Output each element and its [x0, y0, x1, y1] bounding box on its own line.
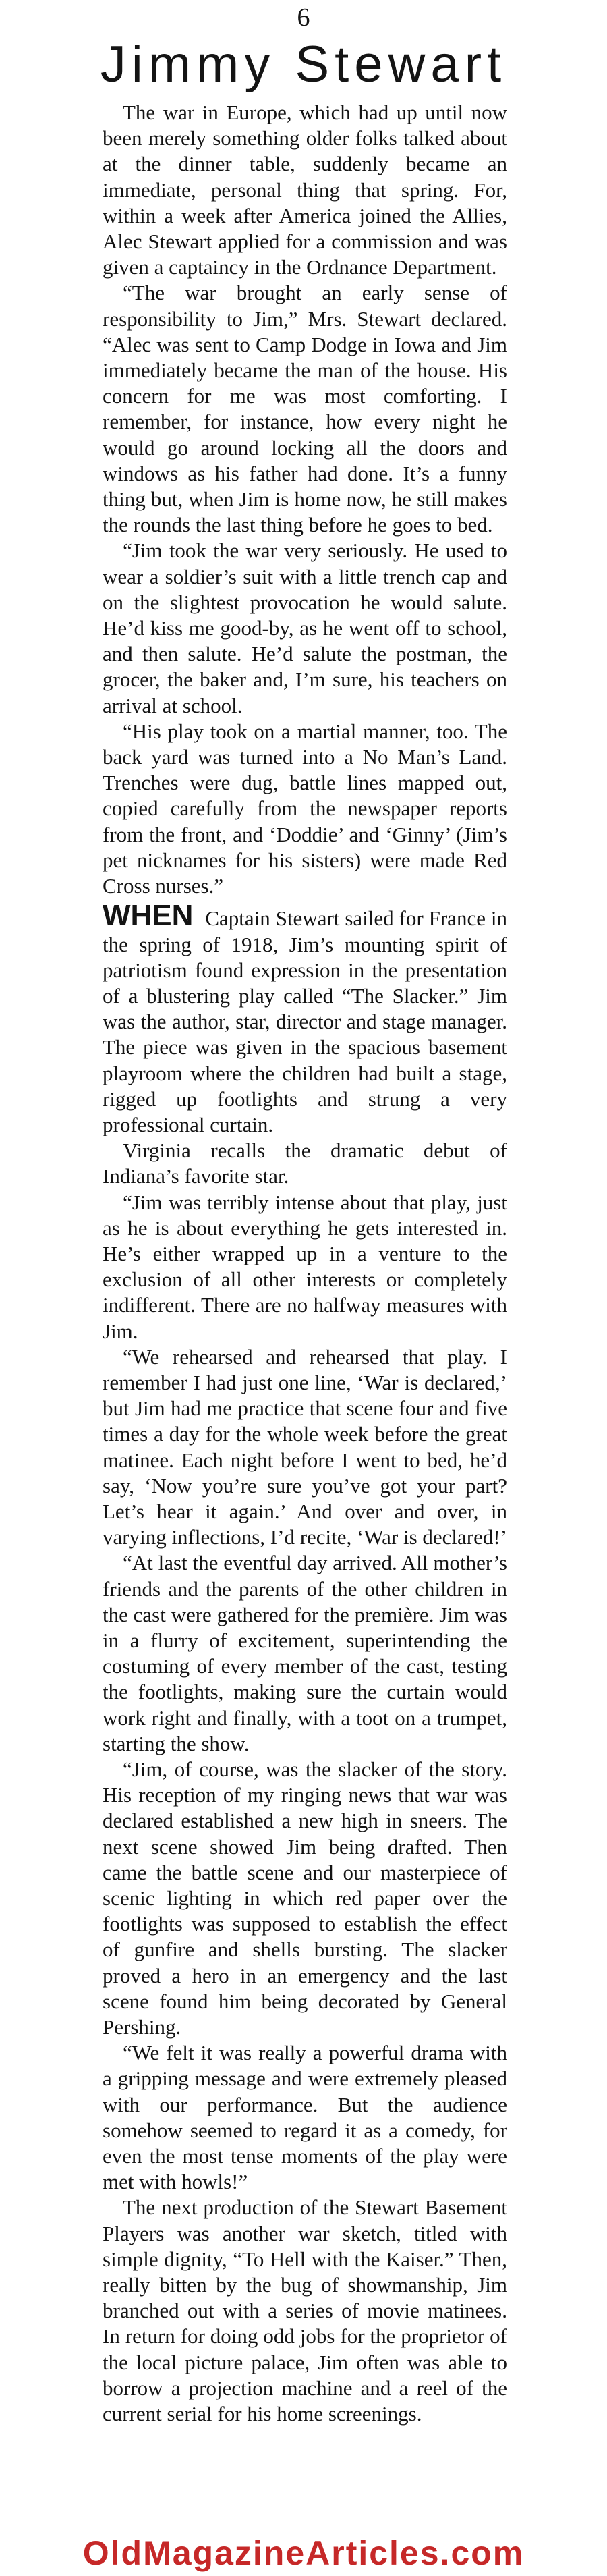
paragraph: “We felt it was really a powerful drama with a gripping message and were extremely pleased with our performance. But the audience somehow seemed to regard it as a comedy, for even the most tense moments of the play were met with howls!”: [103, 2041, 507, 2194]
paragraph: The next production of the Stewart Basement Players was another war sketch, titled with simple dignity, “To Hell with the Kaiser.” Then, really bitten by the bug of showmanship, Jim branched out with a series of movie matinees. In return for doing odd jobs for the proprietor of the local picture palace, Jim often was able to borrow a projection machine and a reel of the current serial for his home screenings.: [103, 2195, 507, 2426]
section-opening-text: Captain Stewart sailed for France in the spring of 1918, Jim’s mounting spirit of patriotism found expression in the presentation of a blustering play called “The Slacker.” Jim was the author, star, director and stage manager. The piece was given in the spacious basement playroom where the children had built a stage, rigged up footlights and strung a very professional curtain.: [103, 906, 507, 1136]
paragraph: “Jim, of course, was the slacker of the story. His reception of my ringing news that war was declared established a new high in sneers. The next scene showed Jim being drafted. Then came the battle scene and our masterpiece of scenic lighting in which red paper over the footlights was supposed to establish the effect of gunfire and shells bursting. The slacker proved a hero in an emergency and the last scene found him being decorated by General Pershing.: [103, 1757, 507, 2039]
paragraph: Virginia recalls the dramatic debut of Indiana’s favorite star.: [103, 1139, 507, 1188]
article-title: Jimmy Stewart: [100, 36, 507, 93]
paragraph: “Jim took the war very seriously. He used to wear a soldier’s suit with a little trench cap and on the slightest provocation he would salute. He’d kiss me good-by, as he went off to school, and then salute. He’d salute the postman, the grocer, the baker and, I’m sure, his teachers on arrival at school.: [103, 539, 507, 717]
page-number: 6: [297, 3, 310, 32]
paragraph: “We rehearsed and rehearsed that play. I remember I had just one line, ‘War is declared,’ but Jim had me practice that scene four and five times a day for the whole week before the great matinee. Each night before I went to bed, he’d say, ‘Now you’re sure you’ve got your part? Let’s hear it again.’ And over and over, in varying inflections, I’d recite, ‘War is declared!’: [103, 1344, 508, 1550]
paragraph: The war in Europe, which had up until now been merely something older folks talked about at the dinner table, suddenly became an immediate, personal thing that spring. For, within a week after America joined the Allies, Alec Stewart applied for a commission and was given a captaincy in the Ordnance Department.: [103, 101, 507, 279]
paragraph: “Jim was terribly intense about that play, just as he is about everything he gets interested in. He’s either wrapped up in a venture to the exclusion of all other interests or completely indifferent. There are no halfway measures with Jim.: [103, 1190, 507, 1343]
paragraph: “The war brought an early sense of responsibility to Jim,” Mrs. Stewart declared. “Alec was sent to Camp Dodge in Iowa and Jim immediately became the man of the house. His concern for me was most comforting. I remember, for instance, how every night he would go around locking all the doors and windows as his father had done. It’s a funny thing but, when Jim is home now, he still makes the rounds the last thing before he goes to bed.: [103, 281, 507, 537]
drop-cap: WHEN: [103, 899, 194, 933]
article-body: [103, 100, 507, 2427]
site-watermark-footer[interactable]: OldMagazineArticles.com: [82, 2534, 525, 2572]
paragraph: “His play took on a martial manner, too. The back yard was turned into a No Man’s Land. Trenches were dug, battle lines mapped out, copied carefully from the newspaper reports from the front, and ‘Doddie’ and ‘Ginny’ (Jim’s pet nicknames for his sisters) were made Red Cross nurses.”: [103, 719, 507, 898]
paragraph: “At last the eventful day arrived. All mother’s friends and the parents of the other children in the cast were gathered for the première. Jim was in a flurry of excitement, superintending the costuming of every member of the cast, testing the footlights, making sure the curtain would work right and finally, with a toot on a trumpet, starting the show.: [103, 1551, 507, 1755]
section-opening-paragraph: [103, 899, 507, 1138]
